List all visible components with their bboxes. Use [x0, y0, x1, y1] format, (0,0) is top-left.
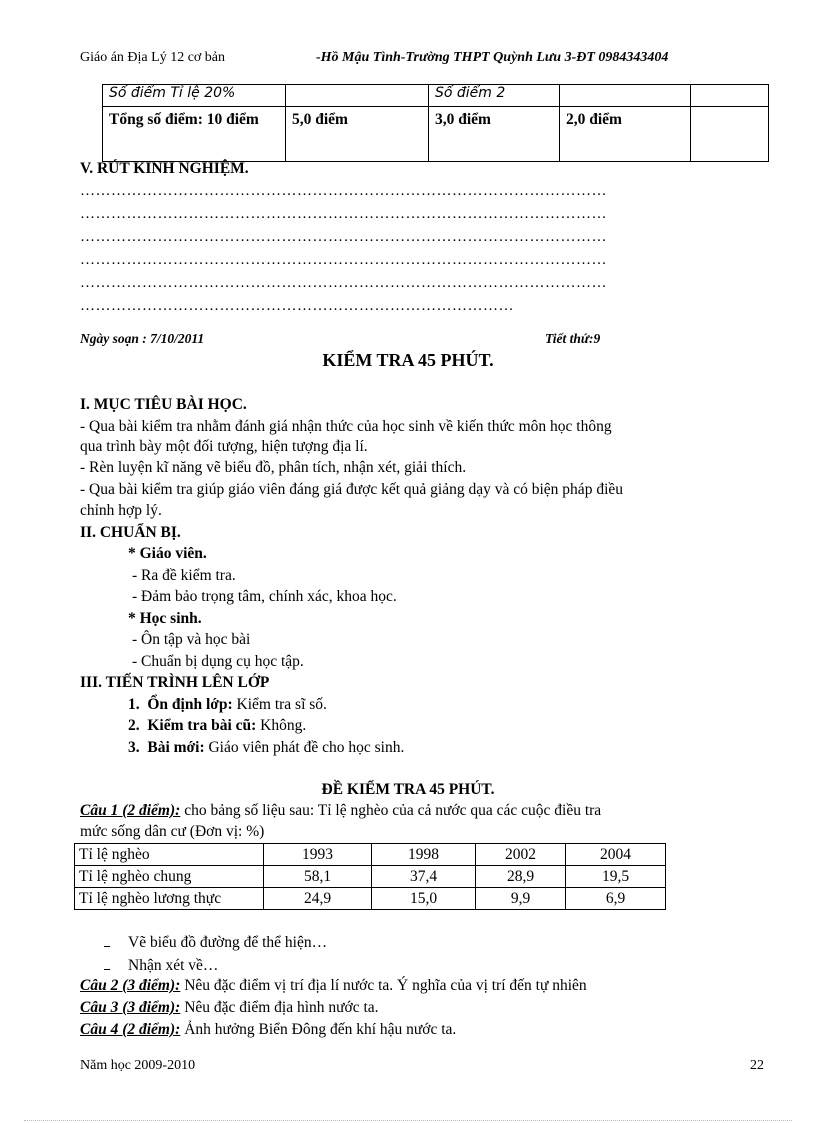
section5-title: V. RÚT KINH NGHIỆM. [80, 160, 249, 177]
main-title: KIỂM TRA 45 PHÚT. [322, 350, 494, 370]
poverty-table [74, 843, 666, 910]
footer-school-year: Năm học 2009-2010 [80, 1058, 196, 1073]
dotted-line: ………………………………………………………………………………………… [80, 275, 607, 291]
header-left: Giáo án Địa Lý 12 cơ bản [80, 50, 226, 65]
teacher-item: - Ra đề kiểm tra. [132, 567, 236, 584]
item-label: Kiểm tra bài cũ: [147, 717, 257, 734]
section3-title: III. TIẾN TRÌNH LÊN LỚP [80, 674, 270, 691]
table-row [75, 844, 666, 866]
item-text: Giáo viên phát đề cho học sinh. [204, 739, 405, 756]
student-heading: * Học sinh. [128, 610, 202, 627]
item-label: Ổn định lớp: [147, 696, 233, 713]
question-text: Nêu đặc điểm địa hình nước ta. [180, 999, 379, 1016]
table-row [103, 85, 769, 107]
dotted-line: ………………………………………………………………………… [80, 298, 514, 314]
objective-line: - Qua bài kiểm tra nhằm đánh giá nhận thức của học sinh về kiến thức môn học thông [80, 418, 612, 435]
table-cell: Số điểm Tỉ lệ 20% [103, 85, 286, 107]
table-cell: 5,0 điểm [286, 107, 429, 162]
question-2 [80, 977, 587, 995]
item-number: 3. [128, 739, 140, 756]
table-cell [691, 85, 769, 107]
table-cell: Tổng số điểm: 10 điểm [103, 107, 286, 162]
table-cell [691, 107, 769, 162]
list-item [128, 739, 404, 757]
item-text: Kiểm tra sĩ số. [232, 696, 327, 713]
table-cell [560, 85, 691, 107]
table-cell: Tỉ lệ nghèo chung [75, 866, 264, 888]
bullet-mark [104, 969, 110, 970]
table-cell: Số điểm 2 [429, 85, 560, 107]
item-number: 1. [128, 696, 140, 713]
table-row [75, 866, 666, 888]
dotted-line: ………………………………………………………………………………………… [80, 206, 607, 222]
teacher-item: - Đảm bảo trọng tâm, chính xác, khoa học. [132, 588, 397, 605]
table-row [75, 888, 666, 910]
date-prepared: Ngày soạn : 7/10/2011 [80, 331, 205, 346]
teacher-heading: * Giáo viên. [128, 545, 207, 562]
score-table [102, 84, 769, 162]
question-label: Câu 3 (3 điểm): [80, 999, 181, 1016]
question-1-cont: mức sống dân cư (Đơn vị: %) [80, 823, 265, 840]
table-cell: 58,1 [264, 866, 372, 888]
table-row [103, 107, 769, 162]
dotted-line: ………………………………………………………………………………………… [80, 252, 607, 268]
table-cell: 3,0 điểm [429, 107, 560, 162]
student-item: - Chuẩn bị dụng cụ học tập. [132, 653, 304, 670]
bullet-mark [104, 946, 110, 947]
header-right: -Hồ Mậu Tình-Trường THPT Quỳnh Lưu 3-ĐT 0984343404 [316, 50, 669, 65]
question-text: cho bảng số liệu sau: Tỉ lệ nghèo của cả nước qua các cuộc điều tra [180, 802, 602, 819]
table-cell [286, 85, 429, 107]
task-item: Nhận xét về… [128, 957, 219, 974]
table-cell: 19,5 [566, 866, 666, 888]
question-label: Câu 2 (3 điểm): [80, 977, 181, 994]
section1-title: I. MỤC TIÊU BÀI HỌC. [80, 396, 247, 413]
item-label: Bài mới: [147, 739, 205, 756]
objective-line: - Qua bài kiểm tra giúp giáo viên đáng giá được kết quả giảng dạy và có biện pháp điều [80, 481, 623, 498]
page-edge [24, 1120, 792, 1121]
list-item [128, 696, 327, 714]
objective-line: qua trình bày một đối tượng, hiện tượng địa lí. [80, 438, 368, 455]
table-header-cell: 1993 [264, 844, 372, 866]
student-item: - Ôn tập và học bài [132, 631, 251, 648]
table-cell: 2,0 điểm [560, 107, 691, 162]
question-label: Câu 1 (2 điểm): [80, 802, 181, 819]
table-cell: 37,4 [372, 866, 476, 888]
period-number: Tiết thứ:9 [545, 331, 601, 346]
dotted-line: ………………………………………………………………………………………… [80, 183, 607, 199]
objective-line: chỉnh hợp lý. [80, 502, 162, 519]
table-header-cell: 2002 [476, 844, 566, 866]
table-cell: 28,9 [476, 866, 566, 888]
task-item: Vẽ biểu đồ đường để thể hiện… [128, 934, 328, 951]
question-4 [80, 1021, 456, 1039]
question-1 [80, 802, 601, 820]
table-cell: 24,9 [264, 888, 372, 910]
objective-line: - Rèn luyện kĩ năng vẽ biểu đồ, phân tích, nhận xét, giải thích. [80, 459, 467, 476]
exam-title: ĐỀ KIỂM TRA 45 PHÚT. [321, 781, 495, 798]
question-text: Ảnh hưởng Biển Đông đến khí hậu nước ta. [180, 1021, 457, 1038]
table-header-cell: Tỉ lệ nghèo [75, 844, 264, 866]
item-text: Không. [256, 717, 307, 734]
question-label: Câu 4 (2 điểm): [80, 1021, 181, 1038]
section2-title: II. CHUẨN BỊ. [80, 524, 181, 541]
table-cell: 9,9 [476, 888, 566, 910]
question-3 [80, 999, 379, 1017]
page-number: 22 [750, 1058, 764, 1073]
table-cell: 15,0 [372, 888, 476, 910]
table-cell: 6,9 [566, 888, 666, 910]
list-item [128, 717, 306, 735]
table-cell: Tỉ lệ nghèo lương thực [75, 888, 264, 910]
question-text: Nêu đặc điểm vị trí địa lí nước ta. Ý nghĩa của vị trí đến tự nhiên [180, 977, 587, 994]
table-header-cell: 2004 [566, 844, 666, 866]
item-number: 2. [128, 717, 140, 734]
table-header-cell: 1998 [372, 844, 476, 866]
dotted-line: ………………………………………………………………………………………… [80, 229, 607, 245]
